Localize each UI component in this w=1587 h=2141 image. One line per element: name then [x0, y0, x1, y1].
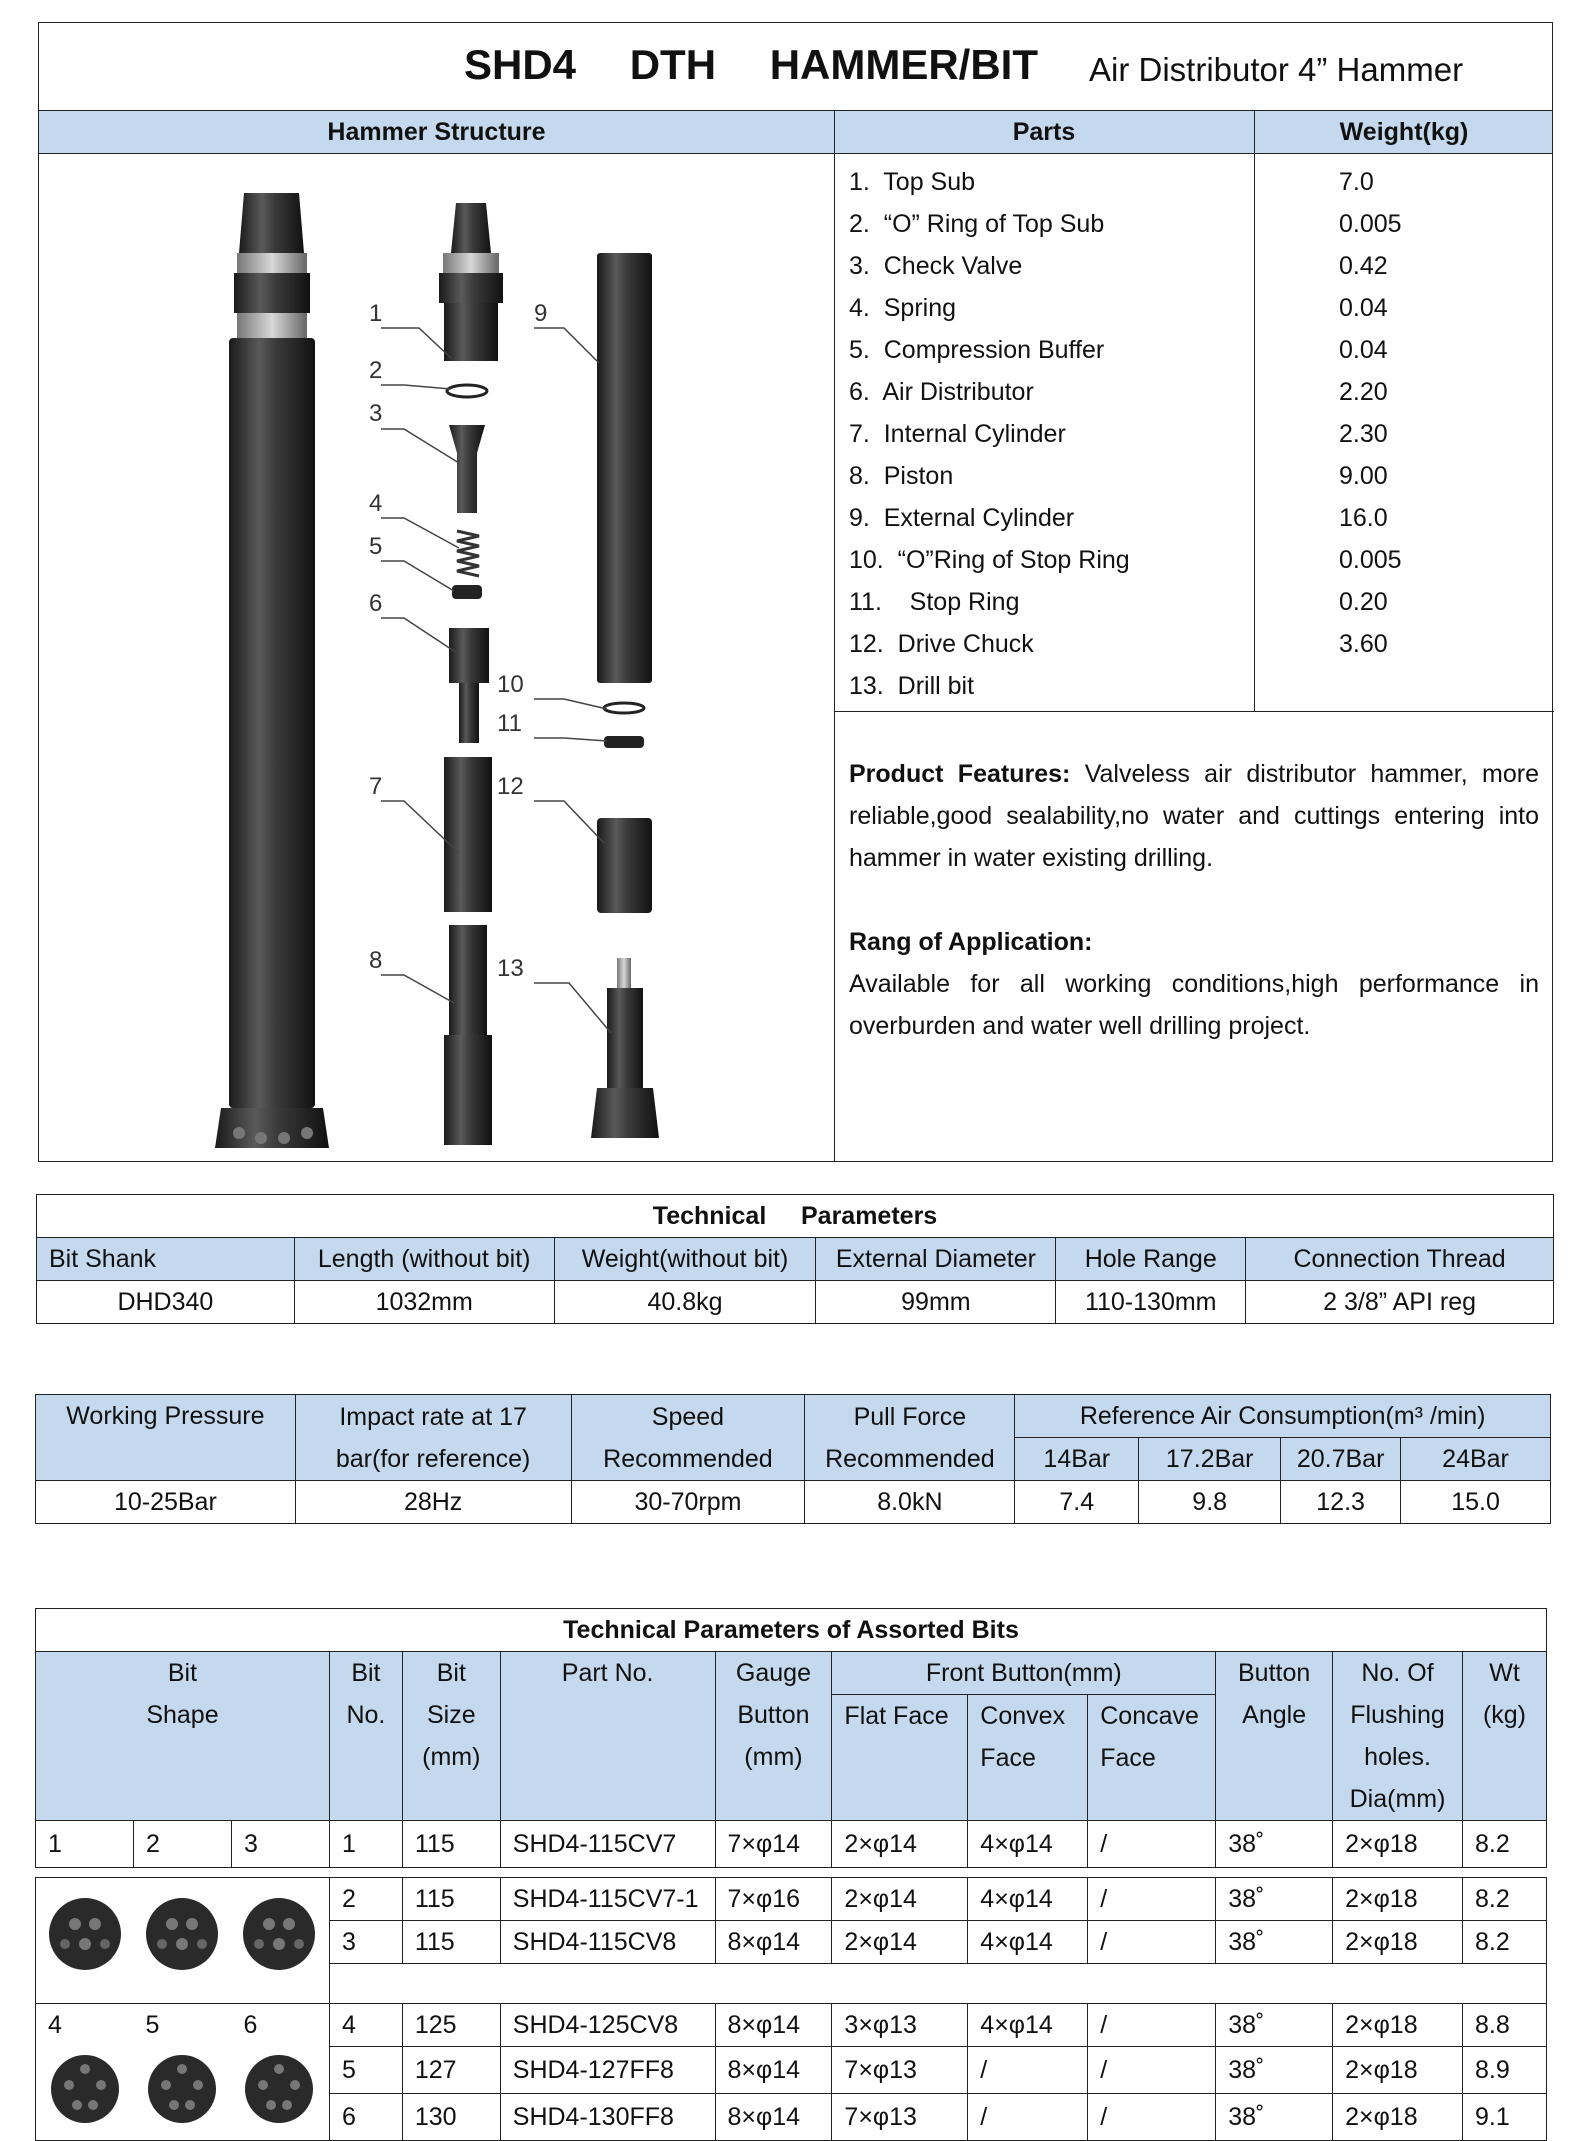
gauge-cell: 7×φ16: [715, 1878, 832, 1921]
shape-header: [36, 1652, 330, 1821]
diagram-label: 11: [497, 710, 522, 737]
angle-cell: 38˚: [1216, 1921, 1333, 1964]
application-label: Rang of Application:: [849, 928, 1093, 956]
header-line: Size: [426, 1701, 476, 1729]
features-text: Valveless air distributor hammer, more reliable,good sealability,no water and cuttings entering into hammer in water existing drilling.: [849, 760, 1539, 872]
header-line: Concave: [1100, 1702, 1199, 1731]
flushing-header: [1333, 1652, 1463, 1821]
concave-face-cell: /: [1088, 1821, 1216, 1868]
table-cell: 110-130mm: [1056, 1281, 1246, 1324]
flat-face-cell: 2×φ14: [832, 1821, 968, 1868]
part-no-cell: SHD4-115CV8: [500, 1921, 715, 1964]
divider: [834, 711, 1554, 712]
bit-shape-images: [37, 1889, 327, 1979]
diagram-label: 3: [369, 400, 383, 427]
shape-number: 6: [231, 2004, 329, 2047]
part-name: 2. “O” Ring of Top Sub: [849, 210, 1105, 238]
divider: [1254, 111, 1255, 711]
subtitle: Air Distributor 4” Hammer: [1089, 51, 1464, 88]
shape-number: 2: [133, 1821, 231, 1868]
part-no-header: Part No.: [500, 1652, 715, 1821]
table-header: [805, 1395, 1015, 1481]
concave-face-cell: /: [1088, 1878, 1216, 1921]
wt-cell: 8.2: [1462, 1821, 1546, 1868]
bit-images-4-6: [36, 2047, 330, 2141]
header-line: No.: [346, 1701, 386, 1729]
table-cell: 1032mm: [294, 1281, 554, 1324]
air-distributor-part: [449, 628, 489, 743]
table-cell: 40.8kg: [554, 1281, 816, 1324]
part-name: 11. Stop Ring: [849, 588, 1020, 616]
internal-cylinder-part: [444, 757, 492, 912]
table-header: External Diameter: [816, 1238, 1056, 1281]
bit-size-header: [402, 1652, 500, 1821]
table-title: Technical Parameters of Assorted Bits: [36, 1609, 1547, 1652]
stop-ring-part: [604, 736, 644, 748]
diagram-label: 4: [369, 490, 383, 517]
shape-number: 5: [133, 2004, 231, 2047]
part-weight: 2.20: [1339, 378, 1388, 406]
bit-image: [51, 2055, 119, 2123]
header-line: holes.: [1364, 1743, 1431, 1771]
convex-face-cell: 4×φ14: [968, 1878, 1088, 1921]
part-name: 13. Drill bit: [849, 672, 975, 700]
part-name: 10. “O”Ring of Stop Ring: [849, 546, 1130, 574]
column-header-row: [39, 111, 1552, 154]
header-line: Convex: [980, 1702, 1066, 1731]
part-weight: 0.20: [1339, 588, 1388, 616]
title-row: [39, 23, 1552, 111]
part-weight: 2.30: [1339, 420, 1388, 448]
table-row: [36, 1878, 1547, 1921]
part-name: 9. External Cylinder: [849, 504, 1075, 532]
operating-parameters-table: [35, 1394, 1551, 1524]
bit-size-cell: 130: [402, 2093, 500, 2140]
diagram-label: 8: [369, 947, 383, 974]
diagram-label: 5: [369, 533, 383, 560]
bit-no-cell: 1: [329, 1821, 402, 1868]
table-header: Reference Air Consumption(m³ /min): [1015, 1395, 1551, 1438]
bit-image: [146, 1898, 218, 1970]
diagram-label: 12: [497, 773, 524, 800]
header-line: Gauge: [735, 1659, 811, 1687]
header-line: Shape: [146, 1701, 219, 1729]
convex-face-cell: 4×φ14: [968, 2004, 1088, 2047]
table-cell: 7.4: [1015, 1481, 1139, 1524]
bit-size-cell: 125: [402, 2004, 500, 2047]
header-line: Button: [1237, 1659, 1311, 1687]
angle-cell: 38˚: [1216, 1878, 1333, 1921]
table-header: Connection Thread: [1246, 1238, 1554, 1281]
row-gap: [36, 1868, 1547, 1878]
table-header: 24Bar: [1401, 1438, 1551, 1481]
bit-size-cell: 115: [402, 1921, 500, 1964]
bit-images-1-3: [36, 1878, 330, 2004]
bit-size-cell: 127: [402, 2047, 500, 2094]
table-header: Bit Shank: [37, 1238, 295, 1281]
table-header: Weight(without bit): [554, 1238, 816, 1281]
assembled-hammer: [215, 193, 329, 1148]
table-header-row: [36, 1652, 1547, 1695]
angle-cell: 38˚: [1216, 2047, 1333, 2094]
features-paragraph: [849, 753, 1539, 879]
part-no-cell: SHD4-115CV7-1: [500, 1878, 715, 1921]
part-weight: 0.005: [1339, 210, 1402, 238]
convex-face-cell: 4×φ14: [968, 1921, 1088, 1964]
technical-parameters-table: [36, 1194, 1554, 1324]
concave-face-cell: /: [1088, 1921, 1216, 1964]
table-cell: 10-25Bar: [36, 1481, 296, 1524]
parts-header: Parts: [1012, 118, 1076, 146]
part-no-cell: SHD4-127FF8: [500, 2047, 715, 2094]
table-cell: 2 3/8” API reg: [1246, 1281, 1554, 1324]
header-line: Speed: [651, 1402, 725, 1431]
part-name: 7. Internal Cylinder: [849, 420, 1066, 448]
flat-face-cell: 2×φ14: [832, 1921, 968, 1964]
convex-face-cell: /: [968, 2047, 1088, 2094]
header-line: Recommended: [603, 1444, 773, 1473]
table-header: [571, 1395, 805, 1481]
flushing-cell: 2×φ18: [1333, 2047, 1463, 2094]
table-cell: 30-70rpm: [571, 1481, 805, 1524]
gauge-cell: 8×φ14: [715, 2093, 832, 2140]
bit-no-cell: 6: [329, 2093, 402, 2140]
shape-number: 1: [36, 1821, 134, 1868]
table-header: 14Bar: [1015, 1438, 1139, 1481]
table-row: [36, 2047, 1547, 2094]
drive-chuck-part: [597, 818, 652, 913]
angle-cell: 38˚: [1216, 1821, 1333, 1868]
angle-cell: 38˚: [1216, 2093, 1333, 2140]
gauge-cell: 8×φ14: [715, 2047, 832, 2094]
table-header: [295, 1395, 571, 1481]
part-name: 4. Spring: [849, 294, 957, 322]
header-line: Impact rate at 17: [339, 1402, 527, 1431]
concave-face-cell: /: [1088, 2004, 1216, 2047]
header-line: Angle: [1242, 1701, 1307, 1729]
part-no-cell: SHD4-115CV7: [500, 1821, 715, 1868]
flat-face-cell: 2×φ14: [832, 1878, 968, 1921]
external-cylinder-part: [597, 253, 652, 683]
shape-number: 3: [231, 1821, 329, 1868]
header-line: Bit: [167, 1659, 198, 1687]
table-header: 20.7Bar: [1281, 1438, 1401, 1481]
header-line: Recommended: [825, 1444, 995, 1473]
part-name: 1. Top Sub: [849, 168, 976, 196]
wt-cell: 8.2: [1462, 1878, 1546, 1921]
part-weight: 9.00: [1339, 462, 1388, 490]
weight-header: Weight(kg): [1339, 118, 1469, 146]
buffer-part: [452, 585, 482, 599]
table-header-row: [36, 1395, 1551, 1438]
wt-cell: 8.2: [1462, 1921, 1546, 1964]
bit-no-cell: 2: [329, 1878, 402, 1921]
table-cell: 28Hz: [295, 1481, 571, 1524]
diagram-label: 6: [369, 590, 383, 617]
bit-no-cell: 4: [329, 2004, 402, 2047]
flat-face-cell: 3×φ13: [832, 2004, 968, 2047]
bit-size-cell: 115: [402, 1878, 500, 1921]
table-cell: 9.8: [1139, 1481, 1281, 1524]
diagram-label: 13: [497, 955, 524, 982]
part-no-cell: SHD4-125CV8: [500, 2004, 715, 2047]
table-header: Hole Range: [1056, 1238, 1246, 1281]
part-name: 6. Air Distributor: [849, 378, 1034, 406]
top-sub-part: [439, 203, 503, 361]
gauge-cell: 8×φ14: [715, 1921, 832, 1964]
model-name: SHD4: [464, 41, 577, 88]
part-name: 8. Piston: [849, 462, 954, 490]
flushing-cell: 2×φ18: [1333, 1921, 1463, 1964]
bit-no-header: [329, 1652, 402, 1821]
empty-cell: [329, 1964, 1546, 2004]
header-line: Pull Force: [853, 1402, 967, 1431]
part-weight: 0.005: [1339, 546, 1402, 574]
page-title: [464, 41, 1038, 89]
flat-face-cell: 7×φ13: [832, 2093, 968, 2140]
concave-face-cell: /: [1088, 2093, 1216, 2140]
hammer-spec-panel: [38, 22, 1553, 1162]
flushing-cell: 2×φ18: [1333, 1878, 1463, 1921]
concave-face-header: [1088, 1695, 1216, 1821]
table-row: [37, 1281, 1554, 1324]
bit-image: [148, 2055, 216, 2123]
stop-ring-o-ring-part: [604, 703, 644, 713]
diagram-label: 1: [369, 300, 383, 327]
convex-face-header: [968, 1695, 1088, 1821]
part-name: 5. Compression Buffer: [849, 336, 1105, 364]
header-line: (kg): [1482, 1701, 1527, 1729]
table-cell: 15.0: [1401, 1481, 1551, 1524]
o-ring-part: [447, 385, 487, 397]
wt-cell: 8.8: [1462, 2004, 1546, 2047]
header-line: Dia(mm): [1349, 1785, 1446, 1813]
title-text: DTH HAMMER/BIT: [629, 41, 1039, 88]
header-line: (mm): [422, 1743, 481, 1771]
gauge-cell: 7×φ14: [715, 1821, 832, 1868]
divider: [834, 111, 835, 1161]
product-features: [849, 753, 1539, 1047]
spring-part: [457, 531, 479, 576]
table-cell: 8.0kN: [805, 1481, 1015, 1524]
table-header-row: [37, 1238, 1554, 1281]
bit-image: [49, 1898, 121, 1970]
diagram-label: 9: [534, 300, 548, 327]
drill-bit-part: [591, 958, 659, 1138]
check-valve-part: [449, 425, 485, 513]
bit-image: [245, 2055, 313, 2123]
part-no-cell: SHD4-130FF8: [500, 2093, 715, 2140]
gauge-cell: 8×φ14: [715, 2004, 832, 2047]
part-weight: 16.0: [1339, 504, 1388, 532]
angle-header: [1216, 1652, 1333, 1821]
diagram-label: 10: [497, 671, 524, 698]
flat-face-cell: 7×φ13: [832, 2047, 968, 2094]
bit-no-cell: 5: [329, 2047, 402, 2094]
table-header: Working Pressure: [36, 1395, 296, 1481]
table-row: [36, 1821, 1547, 1868]
flat-face-header: Flat Face: [832, 1695, 968, 1821]
shape-number: 4: [36, 2004, 134, 2047]
part-name: 12. Drive Chuck: [849, 630, 1034, 658]
structure-header: Hammer Structure: [327, 118, 546, 146]
features-label: Product Features:: [849, 760, 1071, 788]
convex-face-cell: /: [968, 2093, 1088, 2140]
header-line: Face: [1100, 1744, 1156, 1773]
header-line: (mm): [744, 1743, 803, 1771]
header-line: Button: [737, 1701, 810, 1729]
bit-no-cell: 3: [329, 1921, 402, 1964]
flushing-cell: 2×φ18: [1333, 1821, 1463, 1868]
table-title: Technical Parameters: [37, 1195, 1554, 1238]
part-weight: 0.04: [1339, 294, 1388, 322]
hammer-diagram: [39, 153, 834, 1158]
header-line: Bit: [436, 1659, 466, 1687]
convex-face-cell: 4×φ14: [968, 1821, 1088, 1868]
table-cell: 99mm: [816, 1281, 1056, 1324]
table-row: [36, 2004, 1547, 2047]
concave-face-cell: /: [1088, 2047, 1216, 2094]
header-line: Flushing: [1350, 1701, 1445, 1729]
part-weight: 0.42: [1339, 252, 1388, 280]
application-text: Available for all working conditions,high performance in overburden and water well drilling project.: [849, 970, 1539, 1040]
part-name: 3. Check Valve: [849, 252, 1023, 280]
part-weight: 0.04: [1339, 336, 1388, 364]
diagram-label: 7: [369, 773, 383, 800]
front-button-header: Front Button(mm): [832, 1652, 1216, 1695]
header-line: No. Of: [1361, 1659, 1434, 1687]
part-weight: 7.0: [1339, 168, 1374, 196]
angle-cell: 38˚: [1216, 2004, 1333, 2047]
piston-part: [444, 925, 492, 1145]
header-line: Face: [980, 1744, 1036, 1773]
wt-cell: 8.9: [1462, 2047, 1546, 2094]
table-cell: 12.3: [1281, 1481, 1401, 1524]
bit-shape-images: [37, 2047, 327, 2127]
bit-image: [243, 1898, 315, 1970]
wt-cell: 9.1: [1462, 2093, 1546, 2140]
flushing-cell: 2×φ18: [1333, 2093, 1463, 2140]
table-row: [36, 1481, 1551, 1524]
table-header: Length (without bit): [294, 1238, 554, 1281]
header-line: bar(for reference): [335, 1444, 531, 1473]
table-cell: DHD340: [37, 1281, 295, 1324]
header-line: Wt: [1489, 1659, 1520, 1687]
part-weight: 3.60: [1339, 630, 1388, 658]
assorted-bits-table: [35, 1608, 1547, 2141]
diagram-label: 2: [369, 357, 383, 384]
bit-size-cell: 115: [402, 1821, 500, 1868]
wt-header: [1462, 1652, 1546, 1821]
header-line: Bit: [351, 1659, 381, 1687]
table-header: 17.2Bar: [1139, 1438, 1281, 1481]
flushing-cell: 2×φ18: [1333, 2004, 1463, 2047]
gauge-header: [715, 1652, 832, 1821]
